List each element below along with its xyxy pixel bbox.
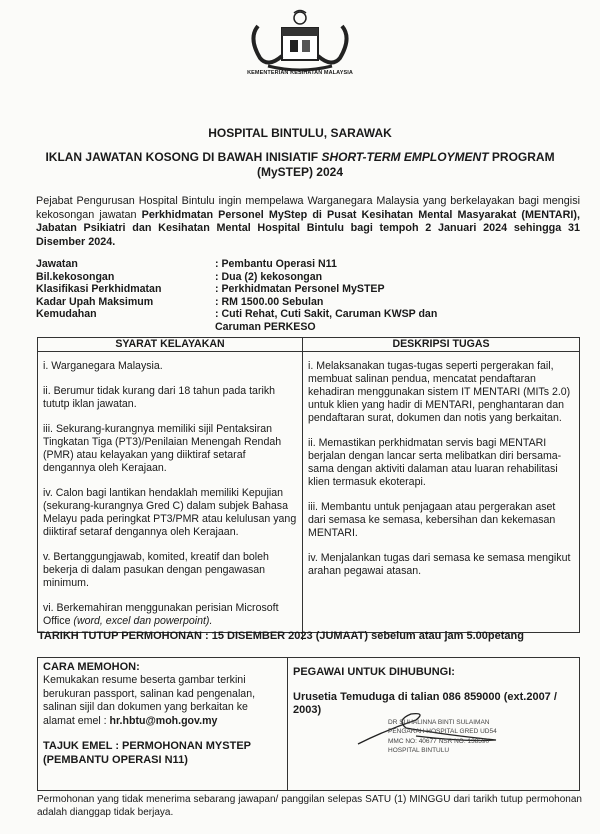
requirement-item xyxy=(43,602,298,628)
how-to-apply xyxy=(38,658,288,790)
detail-label: Klasifikasi Perkhidmatan xyxy=(36,283,162,295)
detail-label: Jawatan xyxy=(36,258,78,270)
header-requirements: SYARAT KELAYAKAN xyxy=(38,338,303,351)
requirement-text: vi. Berkemahiran menggunakan perisian Microsoft Office xyxy=(43,601,279,627)
detail-row xyxy=(36,296,536,309)
apply-text: Kemukakan resume beserta gambar terkini berukuran passport, salinan kad pengenalan, salinan sijil dan dokumen yang berkaitan ke alamat emel : xyxy=(43,674,256,727)
duty-item: i. Melaksanakan tugas-tugas seperti pergerakan fail, membuat salinan pendua, mencatat pendaftaran kehadiran menggunakan sistem IT MENTARI (MITs 2.0) untuk klien yang hadir di MENTARI, penghantaran dan pendaftaran surat, dokumen dan notis yang berkaitan. xyxy=(308,359,571,424)
duties-column xyxy=(303,352,579,640)
footnote: Permohonan yang tidak menerima sebarang jawapan/ panggilan selepas SATU (1) MINGGU dari tarikh tutup permohonan adalah dianggap tidak berjaya. xyxy=(37,794,582,818)
contact-text: Urusetia Temuduga di talian 086 859000 (ext.2007 / 2003) xyxy=(293,691,557,717)
stamp-line: MMC NO: 40677 NSR NO: 138590 xyxy=(388,737,490,745)
detail-value: : Cuti Rehat, Cuti Sakit, Caruman KWSP dan Caruman PERKESO xyxy=(215,308,438,333)
intro-paragraph xyxy=(36,195,580,250)
application-box xyxy=(37,657,580,791)
requirement-item: iii. Sekurang-kurangnya memiliki sijil Pentaksiran Tingkatan Tiga (PT3)/Penilaian Menengah Rendah (PMR) atau kelayakan yang diiktiraf setaraf dengannya oleh Kerajaan. xyxy=(43,422,282,474)
duty-item: iv. Menjalankan tugas dari semasa ke semasa mengikut arahan pegawai atasan. xyxy=(308,551,571,577)
job-details xyxy=(36,258,536,333)
detail-label: Kadar Upah Maksimum xyxy=(36,295,154,308)
detail-label: Bil.kekosongan xyxy=(36,270,115,283)
closing-date: TARIKH TUTUP PERMOHONAN : 15 DISEMBER 2023 (JUMAAT) sebelum atau jam 5.00petang xyxy=(38,630,524,642)
requirements-column xyxy=(38,352,303,640)
requirement-italic: (word, excel dan powerpoint). xyxy=(73,614,213,627)
detail-label: Kemudahan xyxy=(36,308,97,320)
intro-bold: Perkhidmatan Personel MyStep di Pusat Kesihatan Mental Masyarakat (MENTARI), Jabatan Psikiatri dan Kesihatan Mental Hospital Bintulu bagi tempoh 2 Januari 2024 sehingga 31 Disember 2024. xyxy=(36,208,580,249)
detail-value: : Pembantu Operasi N11 xyxy=(215,258,337,270)
detail-row xyxy=(36,258,536,271)
duty-item: ii. Memastikan perkhidmatan servis bagi MENTARI berjalan dengan lancar serta melibatkan diri bersama-sama dengan aktiviti dalaman atau luaran rehabilitasi klien termasuk ekoterapi. xyxy=(308,436,562,488)
stamp-line: PENGARAH HOSPITAL GRED UD54 xyxy=(388,728,497,736)
duty-item: iii. Membantu untuk penjagaan atau pergerakan aset dari semasa ke semasa, kebersihan dan kekemasan MENTARI. xyxy=(308,500,556,539)
detail-row xyxy=(36,271,536,284)
coat-of-arms-logo xyxy=(238,8,362,78)
requirement-item: i. Warganegara Malaysia. xyxy=(43,359,163,372)
official-stamp xyxy=(388,718,497,756)
contact-title: PEGAWAI UNTUK DIHUBUNGI: xyxy=(293,666,455,678)
ministry-caption: KEMENTERIAN KESIHATAN MALAYSIA xyxy=(247,70,353,76)
intro-text: Pejabat Pengurusan Hospital Bintulu ingin mempelawa Warganegara Malaysia yang berkelayakan bagi mengisi kekosongan jawatan xyxy=(36,195,580,221)
detail-value: : RM 1500.00 Sebulan xyxy=(215,295,324,308)
detail-value: : Perkhidmatan Personel MySTEP xyxy=(215,283,385,295)
heading-text-2: PROGRAM (MySTEP) 2024 xyxy=(256,150,555,179)
detail-row xyxy=(36,308,536,333)
stamp-line: DR SUHALINNA BINTI SULAIMAN xyxy=(388,719,490,726)
hospital-title: HOSPITAL BINTULU, SARAWAK xyxy=(208,126,392,140)
requirement-item: ii. Berumur tidak kurang dari 18 tahun pada tarikh tututp iklan jawatan. xyxy=(43,384,276,410)
apply-title: CARA MEMOHON: xyxy=(43,661,140,673)
heading-text: IKLAN JAWATAN KOSONG DI BAWAH INISIATIF xyxy=(45,150,322,164)
detail-value: : Dua (2) kekosongan xyxy=(215,270,323,283)
header-duties: DESKRIPSI TUGAS xyxy=(392,338,490,350)
stamp-line: HOSPITAL BINTULU xyxy=(388,747,450,755)
detail-row xyxy=(36,283,536,296)
requirements-table xyxy=(37,337,580,633)
requirement-item: v. Bertanggungjawab, komited, kreatif dan boleh bekerja di dalam pasukan dengan pengawasan minimum. xyxy=(43,550,269,589)
heading-italic: SHORT-TERM EMPLOYMENT xyxy=(321,150,489,164)
apply-email-link[interactable]: hr.hbtu@moh.gov.my xyxy=(109,714,218,727)
requirement-item: iv. Calon bagi lantikan hendaklah memiliki Kepujian (sekurang-kurangnya Gred C) dalam subjek Bahasa Melayu pada peringkat PT3/PMR atau kelulusan yang diiktiraf setaraf dengannya oleh Kerajaan. xyxy=(43,486,297,538)
advert-heading xyxy=(40,150,560,180)
email-subject: TAJUK EMEL : PERMOHONAN MYSTEP (PEMBANTU OPERASI N11) xyxy=(43,740,251,766)
contact-officer xyxy=(288,658,579,790)
